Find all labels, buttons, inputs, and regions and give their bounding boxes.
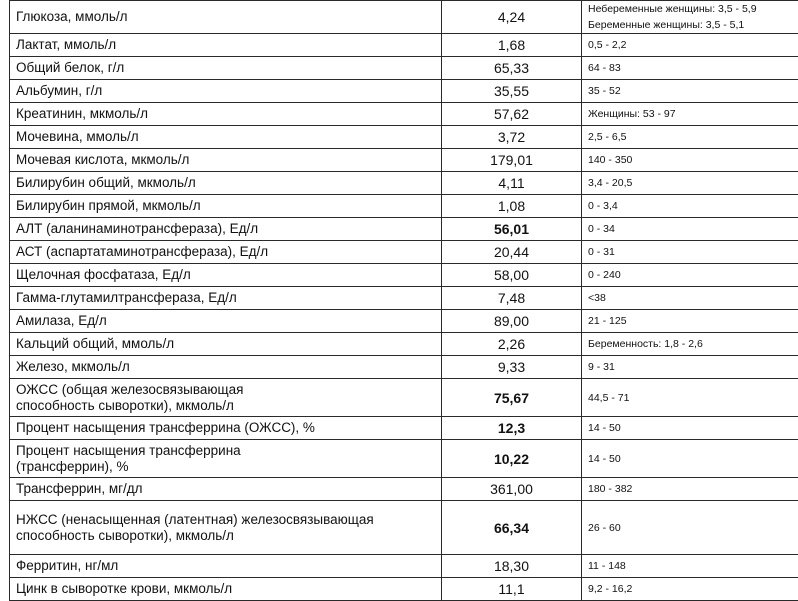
test-name-cell: Лактат, ммоль/л xyxy=(10,34,442,57)
reference-range-text: <38 xyxy=(588,290,798,306)
reference-range-text: 0 - 240 xyxy=(588,267,798,283)
reference-range-cell xyxy=(582,80,798,103)
result-value-cell: 7,48 xyxy=(442,287,582,310)
table-row xyxy=(10,264,798,287)
test-name-cell: Альбумин, г/л xyxy=(10,80,442,103)
result-value-cell: 66,34 xyxy=(442,501,582,555)
reference-range-text: 3,4 - 20,5 xyxy=(588,175,798,191)
result-value-cell: 89,00 xyxy=(442,310,582,333)
test-name-cell: Кальций общий, ммоль/л xyxy=(10,333,442,356)
reference-range-text: 0 - 31 xyxy=(588,244,798,260)
table-row xyxy=(10,172,798,195)
reference-range-cell xyxy=(582,417,798,440)
result-value-cell: 361,00 xyxy=(442,478,582,501)
reference-range-cell xyxy=(582,126,798,149)
test-name-cell: Процент насыщения трансферрина (трансферрин), % xyxy=(10,440,442,478)
result-value-cell: 9,33 xyxy=(442,356,582,379)
test-name-cell: Цинк в сыворотке крови, мкмоль/л xyxy=(10,578,442,601)
table-row xyxy=(10,195,798,218)
result-value-cell: 3,72 xyxy=(442,126,582,149)
reference-range-cell xyxy=(582,149,798,172)
test-name-cell: Мочевая кислота, мкмоль/л xyxy=(10,149,442,172)
reference-range-text: 14 - 50 xyxy=(588,451,798,467)
reference-range-cell xyxy=(582,57,798,80)
reference-range-cell xyxy=(582,333,798,356)
reference-range-cell xyxy=(582,501,798,555)
table-row xyxy=(10,578,798,601)
result-value-cell: 4,11 xyxy=(442,172,582,195)
reference-range-text: 35 - 52 xyxy=(588,83,798,99)
reference-range-cell xyxy=(582,264,798,287)
lab-results-body xyxy=(10,1,798,601)
reference-range-text: 0,5 - 2,2 xyxy=(588,37,798,53)
reference-range-cell xyxy=(582,172,798,195)
result-value-cell: 35,55 xyxy=(442,80,582,103)
result-value-cell: 4,24 xyxy=(442,1,582,34)
result-value-cell: 1,68 xyxy=(442,34,582,57)
result-value-cell: 56,01 xyxy=(442,218,582,241)
reference-range-text: 21 - 125 xyxy=(588,313,798,329)
test-name-cell: Щелочная фосфатаза, Ед/л xyxy=(10,264,442,287)
reference-range-text: 9 - 31 xyxy=(588,359,798,375)
test-name-cell: Билирубин прямой, мкмоль/л xyxy=(10,195,442,218)
table-row xyxy=(10,356,798,379)
test-name-cell: Ферритин, нг/мл xyxy=(10,555,442,578)
result-value-cell: 58,00 xyxy=(442,264,582,287)
test-name-cell: Гамма-глутамилтрансфераза, Ед/л xyxy=(10,287,442,310)
reference-range-text: 0 - 3,4 xyxy=(588,198,798,214)
reference-range-cell xyxy=(582,287,798,310)
test-name-cell: Билирубин общий, мкмоль/л xyxy=(10,172,442,195)
table-row xyxy=(10,149,798,172)
lab-results-table xyxy=(9,0,798,601)
result-value-cell: 65,33 xyxy=(442,57,582,80)
result-value-cell: 75,67 xyxy=(442,379,582,417)
test-name-cell: Глюкоза, ммоль/л xyxy=(10,1,442,34)
table-row xyxy=(10,555,798,578)
reference-range-text: 2,5 - 6,5 xyxy=(588,129,798,145)
reference-range-cell xyxy=(582,578,798,601)
table-row xyxy=(10,1,798,34)
table-row xyxy=(10,501,798,555)
reference-range-text: Небеременные женщины: 3,5 - 5,9 xyxy=(588,1,798,17)
reference-range-text: 140 - 350 xyxy=(588,152,798,168)
result-value-cell: 1,08 xyxy=(442,195,582,218)
test-name-cell: АЛТ (аланинаминотрансфераза), Ед/л xyxy=(10,218,442,241)
test-name-cell: Мочевина, ммоль/л xyxy=(10,126,442,149)
table-row xyxy=(10,379,798,417)
reference-range-text: Женщины: 53 - 97 xyxy=(588,106,798,122)
reference-range-cell xyxy=(582,310,798,333)
result-value-cell: 10,22 xyxy=(442,440,582,478)
table-row xyxy=(10,218,798,241)
table-row xyxy=(10,34,798,57)
reference-range-text: 26 - 60 xyxy=(588,520,798,536)
reference-range-cell xyxy=(582,440,798,478)
reference-range-text: 64 - 83 xyxy=(588,60,798,76)
reference-range-cell xyxy=(582,34,798,57)
reference-range-text: 0 - 34 xyxy=(588,221,798,237)
result-value-cell: 20,44 xyxy=(442,241,582,264)
test-name-cell: АСТ (аспартатаминотрансфераза), Ед/л xyxy=(10,241,442,264)
reference-range-text: Беременные женщины: 3,5 - 5,1 xyxy=(588,17,798,33)
reference-range-cell xyxy=(582,478,798,501)
table-row xyxy=(10,440,798,478)
table-row xyxy=(10,478,798,501)
reference-range-cell xyxy=(582,1,798,34)
table-row xyxy=(10,287,798,310)
result-value-cell: 179,01 xyxy=(442,149,582,172)
result-value-cell: 18,30 xyxy=(442,555,582,578)
test-name-cell: Амилаза, Ед/л xyxy=(10,310,442,333)
reference-range-text: 14 - 50 xyxy=(588,420,798,436)
test-name-cell: ОЖСС (общая железосвязывающая способность сыворотки), мкмоль/л xyxy=(10,379,442,417)
result-value-cell: 57,62 xyxy=(442,103,582,126)
result-value-cell: 12,3 xyxy=(442,417,582,440)
reference-range-text: 11 - 148 xyxy=(588,558,798,574)
test-name-cell: Креатинин, мкмоль/л xyxy=(10,103,442,126)
table-row xyxy=(10,417,798,440)
reference-range-cell xyxy=(582,356,798,379)
test-name-cell: Процент насыщения трансферрина (ОЖСС), % xyxy=(10,417,442,440)
reference-range-text: 44,5 - 71 xyxy=(588,390,798,406)
test-name-cell: Трансферрин, мг/дл xyxy=(10,478,442,501)
reference-range-cell xyxy=(582,103,798,126)
reference-range-cell xyxy=(582,195,798,218)
table-row xyxy=(10,126,798,149)
reference-range-text: 180 - 382 xyxy=(588,481,798,497)
result-value-cell: 11,1 xyxy=(442,578,582,601)
reference-range-cell xyxy=(582,241,798,264)
table-row xyxy=(10,310,798,333)
reference-range-text: 9,2 - 16,2 xyxy=(588,581,798,597)
test-name-cell: Общий белок, г/л xyxy=(10,57,442,80)
result-value-cell: 2,26 xyxy=(442,333,582,356)
test-name-cell: Железо, мкмоль/л xyxy=(10,356,442,379)
table-row xyxy=(10,80,798,103)
reference-range-cell xyxy=(582,218,798,241)
reference-range-text: Беременность: 1,8 - 2,6 xyxy=(588,336,798,352)
table-row xyxy=(10,103,798,126)
reference-range-cell xyxy=(582,379,798,417)
table-row xyxy=(10,57,798,80)
table-row xyxy=(10,241,798,264)
reference-range-cell xyxy=(582,555,798,578)
test-name-cell: НЖСС (ненасыщенная (латентная) железосвязывающая способность сыворотки), мкмоль/л xyxy=(10,501,442,555)
table-row xyxy=(10,333,798,356)
